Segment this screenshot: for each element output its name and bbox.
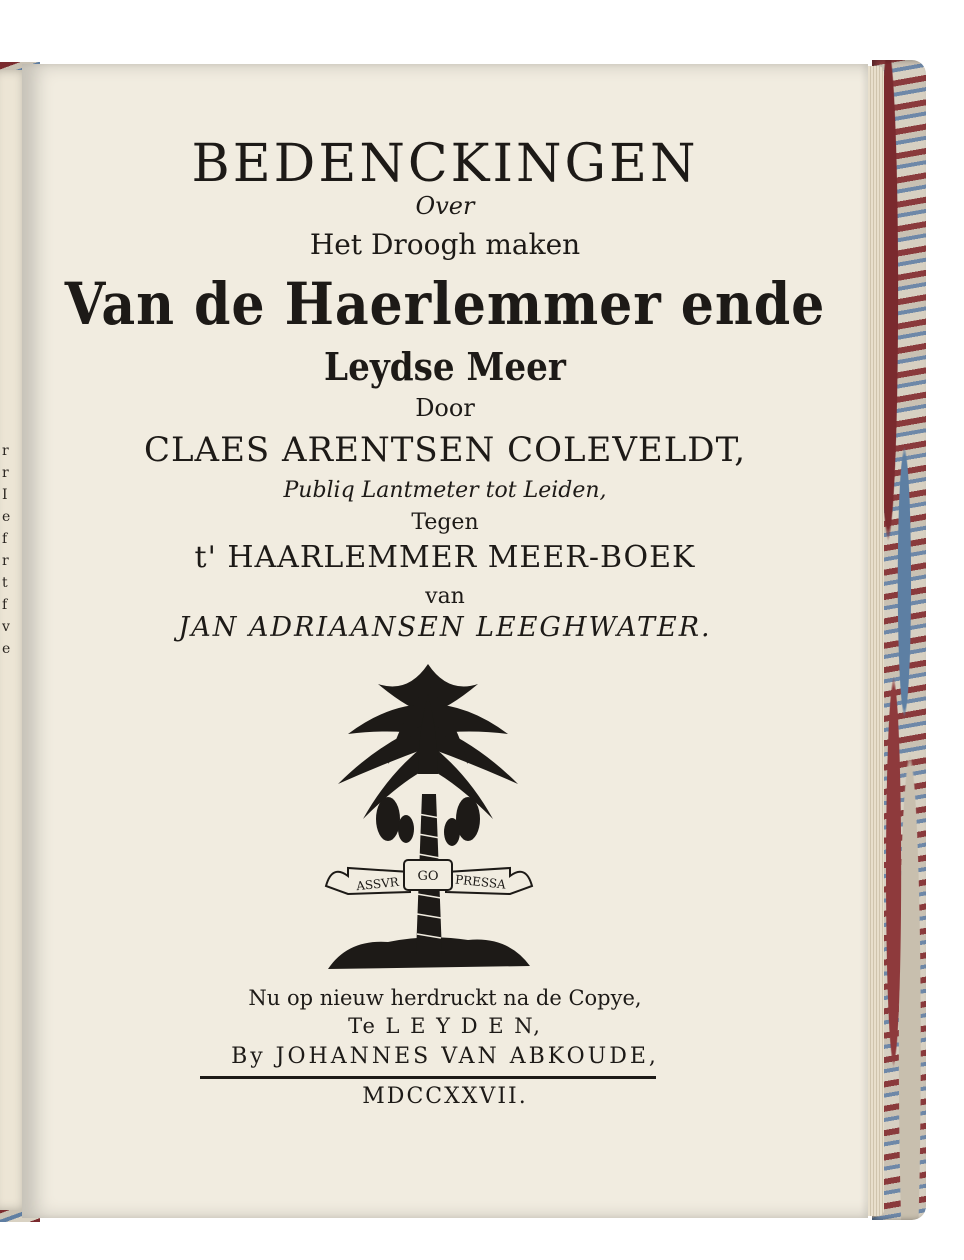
imprint-rule — [200, 1076, 656, 1079]
imprint-place: Te L E Y D E N, — [348, 1014, 542, 1038]
title-over: Over — [415, 192, 475, 220]
main-title: BEDENCKINGEN — [191, 134, 699, 194]
motto-middle: GO — [417, 869, 439, 884]
author-name: CLAES ARENTSEN COLEVELDT, — [143, 430, 747, 470]
fragment: f — [2, 531, 8, 547]
fragment: r — [2, 465, 9, 481]
opposed-author: JAN ADRIAANSEN LEEGHWATER. — [178, 612, 712, 643]
opposed-work: t' HAARLEMMER MEER-BOEK — [194, 540, 696, 575]
imprint-publisher: By JOHANNES VAN ABKOUDE, — [231, 1044, 659, 1069]
title-droogh-maken: Het Droogh maken — [309, 228, 581, 261]
fragment: r — [2, 443, 9, 459]
fragment: e — [2, 641, 11, 657]
fragment: t — [2, 575, 8, 591]
fragment: v — [2, 619, 10, 635]
imprint-date: MDCCXXVII. — [362, 1084, 528, 1109]
motto-banner — [326, 860, 532, 894]
title-blackletter-2: Leydse Meer — [324, 344, 566, 389]
author-title: Publiq Lantmeter tot Leiden, — [283, 478, 607, 503]
imprint-reprint-note: Nu op nieuw herdruckt na de Copye, — [248, 986, 642, 1010]
fragment: e — [2, 509, 11, 525]
title-page — [22, 64, 868, 1218]
motto-right: PRESSA — [454, 872, 507, 892]
motto-left: ASSVR — [355, 874, 400, 894]
fragment: I — [2, 487, 8, 503]
left-page-text-fragments — [2, 440, 22, 660]
title-door: Door — [415, 394, 475, 422]
title-tegen: Tegen — [411, 510, 479, 535]
fragment: f — [2, 597, 8, 613]
title-van: van — [425, 584, 465, 609]
palm-tree-emblem — [318, 654, 538, 984]
fragment: r — [2, 553, 9, 569]
title-blackletter-1: Van de Haerlemmer ende — [64, 270, 826, 338]
